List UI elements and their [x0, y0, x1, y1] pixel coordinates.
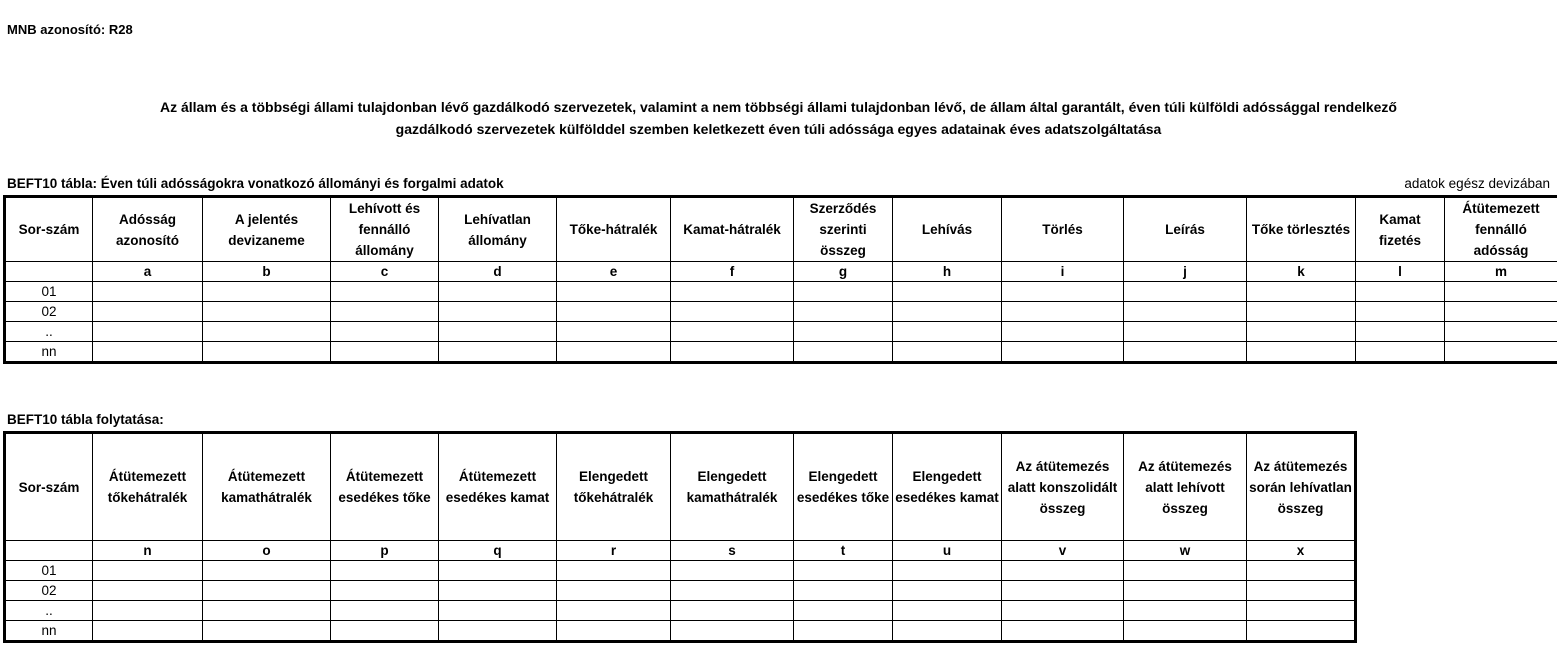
letter-cell: u: [893, 541, 1002, 561]
data-cell[interactable]: [1356, 322, 1445, 342]
data-cell[interactable]: [671, 322, 794, 342]
data-cell[interactable]: [331, 302, 439, 322]
letter-cell: n: [93, 541, 203, 561]
data-cell[interactable]: [1247, 601, 1356, 621]
header-w: Az átütemezés alatt lehívott összeg: [1124, 433, 1247, 541]
data-cell[interactable]: [671, 282, 794, 302]
data-cell[interactable]: [331, 581, 439, 601]
table-row: [5, 282, 1557, 302]
data-cell[interactable]: [893, 601, 1002, 621]
data-cell[interactable]: [1124, 322, 1247, 342]
data-cell[interactable]: [203, 342, 331, 363]
data-cell[interactable]: [671, 342, 794, 363]
data-cell[interactable]: [439, 621, 557, 642]
data-cell[interactable]: [794, 601, 893, 621]
data-cell[interactable]: [439, 322, 557, 342]
data-cell[interactable]: [203, 282, 331, 302]
data-cell[interactable]: [671, 302, 794, 322]
header-o: Átütemezett kamathátralék: [203, 433, 331, 541]
row-number: ..: [5, 601, 93, 621]
row-number: 01: [5, 282, 93, 302]
data-cell[interactable]: [1247, 342, 1356, 363]
data-cell[interactable]: [1002, 601, 1124, 621]
data-cell[interactable]: [794, 621, 893, 642]
data-cell[interactable]: [1124, 621, 1247, 642]
data-cell[interactable]: [93, 621, 203, 642]
data-cell[interactable]: [93, 302, 203, 322]
table1-caption: BEFT10 tábla: Éven túli adósságokra vonatkozó állományi és forgalmi adatok: [7, 176, 504, 191]
data-cell[interactable]: [203, 322, 331, 342]
header-t: Elengedett esedékes tőke: [794, 433, 893, 541]
data-cell[interactable]: [671, 621, 794, 642]
letter-cell: x: [1247, 541, 1356, 561]
header-f: Kamat-hátralék: [671, 197, 794, 262]
data-cell[interactable]: [557, 581, 671, 601]
data-cell[interactable]: [1002, 621, 1124, 642]
data-cell[interactable]: [1124, 302, 1247, 322]
data-cell[interactable]: [93, 282, 203, 302]
data-cell[interactable]: [1002, 342, 1124, 363]
data-cell[interactable]: [1445, 302, 1557, 322]
header-u: Elengedett esedékes kamat: [893, 433, 1002, 541]
data-cell[interactable]: [1445, 282, 1557, 302]
data-cell[interactable]: [203, 561, 331, 581]
letter-cell-empty: [5, 541, 93, 561]
letter-cell: c: [331, 262, 439, 282]
data-cell[interactable]: [1445, 322, 1557, 342]
data-cell[interactable]: [1002, 322, 1124, 342]
data-cell[interactable]: [1247, 581, 1356, 601]
header-p: Átütemezett esedékes tőke: [331, 433, 439, 541]
header-k: Tőke törlesztés: [1247, 197, 1356, 262]
table2-letter-row: [5, 541, 1356, 561]
data-cell[interactable]: [1124, 342, 1247, 363]
data-cell[interactable]: [557, 621, 671, 642]
letter-cell: g: [794, 262, 893, 282]
letter-cell: r: [557, 541, 671, 561]
letter-cell: d: [439, 262, 557, 282]
header-m: Átütemezett fennálló adósság: [1445, 197, 1557, 262]
header-d: Lehívatlan állomány: [439, 197, 557, 262]
data-cell[interactable]: [893, 621, 1002, 642]
data-cell[interactable]: [1124, 581, 1247, 601]
data-cell[interactable]: [1002, 282, 1124, 302]
data-cell[interactable]: [1247, 302, 1356, 322]
data-cell[interactable]: [794, 342, 893, 363]
header-rowno: Sor-szám: [5, 433, 93, 541]
letter-cell: h: [893, 262, 1002, 282]
letter-cell: k: [1247, 262, 1356, 282]
data-cell[interactable]: [1247, 621, 1356, 642]
header-j: Leírás: [1124, 197, 1247, 262]
letter-cell: s: [671, 541, 794, 561]
data-cell[interactable]: [331, 282, 439, 302]
data-cell[interactable]: [331, 322, 439, 342]
page-title: [0, 96, 1557, 140]
table-row: [5, 621, 1356, 642]
data-cell[interactable]: [1002, 302, 1124, 322]
data-cell[interactable]: [203, 581, 331, 601]
data-cell[interactable]: [439, 282, 557, 302]
data-cell[interactable]: [1247, 322, 1356, 342]
letter-cell: e: [557, 262, 671, 282]
data-cell[interactable]: [93, 322, 203, 342]
data-cell[interactable]: [794, 561, 893, 581]
data-cell[interactable]: [93, 581, 203, 601]
row-number: nn: [5, 342, 93, 363]
data-cell[interactable]: [893, 342, 1002, 363]
header-rowno: Sor-szám: [5, 197, 93, 262]
table-row: [5, 322, 1557, 342]
data-cell[interactable]: [331, 621, 439, 642]
data-cell[interactable]: [203, 601, 331, 621]
data-cell[interactable]: [1002, 581, 1124, 601]
data-cell[interactable]: [1124, 282, 1247, 302]
table-row: [5, 342, 1557, 363]
header-l: Kamat fizetés: [1356, 197, 1445, 262]
data-cell[interactable]: [439, 601, 557, 621]
data-cell[interactable]: [671, 601, 794, 621]
letter-cell: t: [794, 541, 893, 561]
letter-cell: a: [93, 262, 203, 282]
header-r: Elengedett tőkehátralék: [557, 433, 671, 541]
data-cell[interactable]: [1124, 561, 1247, 581]
table-row: [5, 601, 1356, 621]
table2-caption: BEFT10 tábla folytatása:: [7, 412, 164, 427]
data-cell[interactable]: [671, 561, 794, 581]
letter-cell: w: [1124, 541, 1247, 561]
table-row: [5, 561, 1356, 581]
data-cell[interactable]: [93, 342, 203, 363]
table-row: [5, 581, 1356, 601]
header-e: Tőke-hátralék: [557, 197, 671, 262]
data-cell[interactable]: [1356, 302, 1445, 322]
data-cell[interactable]: [1002, 561, 1124, 581]
title-line-1: Az állam és a többségi állami tulajdonban lévő gazdálkodó szervezetek, valamint a nem többségi állami tulajdonban lévő, de állam által garantált, éven túli külföldi adóssággal rendelkező: [159, 99, 1397, 115]
data-cell[interactable]: [439, 561, 557, 581]
letter-cell: i: [1002, 262, 1124, 282]
table-row: [5, 302, 1557, 322]
data-cell[interactable]: [331, 601, 439, 621]
letter-cell: j: [1124, 262, 1247, 282]
data-cell[interactable]: [893, 561, 1002, 581]
mnb-identifier: MNB azonosító: R28: [7, 22, 133, 37]
data-cell[interactable]: [1356, 342, 1445, 363]
data-cell[interactable]: [557, 322, 671, 342]
data-cell[interactable]: [439, 302, 557, 322]
data-cell[interactable]: [557, 601, 671, 621]
data-cell[interactable]: [893, 581, 1002, 601]
letter-cell: q: [439, 541, 557, 561]
letter-cell: b: [203, 262, 331, 282]
data-cell[interactable]: [1445, 342, 1557, 363]
title-line-2: gazdálkodó szervezetek külfölddel szemben keletkezett éven túli adóssága egyes adatainak éves adatszolgáltatása: [395, 121, 1162, 137]
header-x: Az átütemezés során lehívatlan összeg: [1247, 433, 1356, 541]
data-cell[interactable]: [557, 342, 671, 363]
beft10-continuation-table: [3, 431, 1357, 643]
letter-cell: f: [671, 262, 794, 282]
header-b: A jelentés devizaneme: [203, 197, 331, 262]
row-number: nn: [5, 621, 93, 642]
letter-cell: o: [203, 541, 331, 561]
data-cell[interactable]: [893, 322, 1002, 342]
letter-cell: l: [1356, 262, 1445, 282]
data-cell[interactable]: [794, 322, 893, 342]
data-cell[interactable]: [893, 282, 1002, 302]
header-i: Törlés: [1002, 197, 1124, 262]
header-a: Adósság azonosító: [93, 197, 203, 262]
data-cell[interactable]: [557, 282, 671, 302]
letter-cell: v: [1002, 541, 1124, 561]
data-cell[interactable]: [203, 302, 331, 322]
header-v: Az átütemezés alatt konszolidált összeg: [1002, 433, 1124, 541]
table1-letter-row: [5, 262, 1557, 282]
data-cell[interactable]: [439, 581, 557, 601]
row-number: 01: [5, 561, 93, 581]
data-cell[interactable]: [557, 302, 671, 322]
table2-header-row: [5, 433, 1356, 541]
data-cell[interactable]: [1247, 561, 1356, 581]
data-cell[interactable]: [794, 282, 893, 302]
letter-cell-empty: [5, 262, 93, 282]
header-c: Lehívott és fennálló állomány: [331, 197, 439, 262]
data-cell[interactable]: [794, 581, 893, 601]
row-number: 02: [5, 302, 93, 322]
data-cell[interactable]: [93, 601, 203, 621]
data-cell[interactable]: [557, 561, 671, 581]
data-cell[interactable]: [794, 302, 893, 322]
data-cell[interactable]: [439, 342, 557, 363]
units-note: adatok egész devizában: [1404, 176, 1550, 191]
data-cell[interactable]: [671, 581, 794, 601]
data-cell[interactable]: [893, 302, 1002, 322]
data-cell[interactable]: [1124, 601, 1247, 621]
data-cell[interactable]: [1356, 282, 1445, 302]
data-cell[interactable]: [331, 342, 439, 363]
header-h: Lehívás: [893, 197, 1002, 262]
beft10-table: [3, 195, 1557, 364]
header-n: Átütemezett tőkehátralék: [93, 433, 203, 541]
letter-cell: m: [1445, 262, 1557, 282]
data-cell[interactable]: [203, 621, 331, 642]
header-g: Szerződés szerinti összeg: [794, 197, 893, 262]
header-q: Átütemezett esedékes kamat: [439, 433, 557, 541]
row-number: 02: [5, 581, 93, 601]
data-cell[interactable]: [331, 561, 439, 581]
data-cell[interactable]: [1247, 282, 1356, 302]
row-number: ..: [5, 322, 93, 342]
data-cell[interactable]: [93, 561, 203, 581]
header-s: Elengedett kamathátralék: [671, 433, 794, 541]
table1-header-row: [5, 197, 1557, 262]
letter-cell: p: [331, 541, 439, 561]
